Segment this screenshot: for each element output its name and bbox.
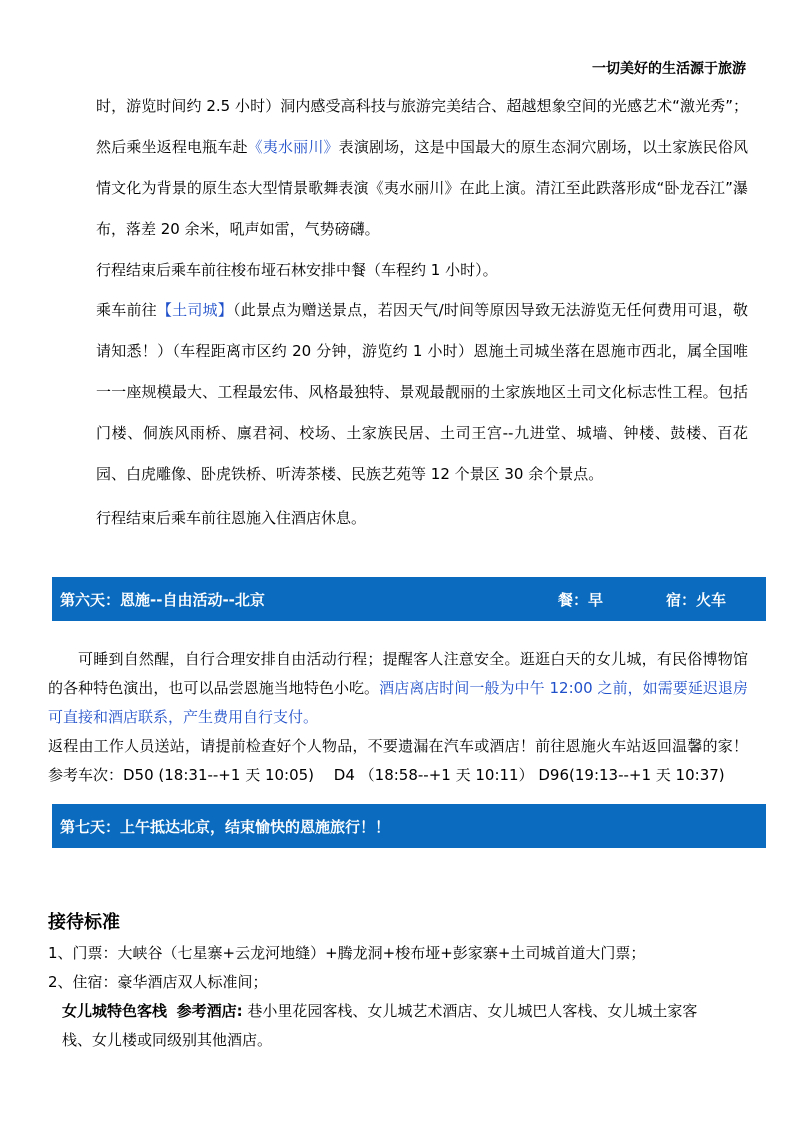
- day7-title: 第七天：上午抵达北京，结束愉快的恩施旅行！！: [60, 818, 391, 836]
- day6-paragraph-1: [48, 645, 748, 732]
- show-link[interactable]: 《夷水丽川》: [247, 138, 339, 156]
- day6-meal: 餐：早: [558, 591, 604, 609]
- tusi-city-link[interactable]: 【土司城】: [156, 301, 233, 319]
- day5-paragraph-3: [96, 290, 748, 495]
- hotel-label-inn: 女儿城特色客栈: [62, 1002, 168, 1020]
- day6-title: 第六天：恩施--自由活动--北京: [60, 591, 265, 609]
- standards-title: 接待标准: [48, 912, 120, 933]
- day5-paragraph-1: [96, 86, 748, 250]
- day7-header-bar: [52, 804, 766, 848]
- day5-p1-text-b: 表演剧场，这是中国最大的原生态洞穴剧场，以土家族民俗风情文化为背景的原生态大型情景歌舞表演《夷水丽川》在此上演。清江至此跌落形成“卧龙吞江”瀑布，落差 20 余米，吼声如雷，气势磅礴。: [96, 138, 748, 238]
- hotel-references: [62, 997, 702, 1055]
- hotel-label-reference: 参考酒店:: [176, 1002, 243, 1020]
- standards-item-1: 1、门票：大峡谷（七星寨+云龙河地缝）+腾龙洞+梭布垭+彭家寨+土司城首道大门票；: [48, 944, 646, 962]
- hotel-list: 巷小里花园客栈、女儿城艺术酒店、女儿城巴人客栈、女儿城土家客栈、女儿楼或同级别其他酒店。: [62, 1002, 698, 1049]
- day5-paragraph-4: 行程结束后乘车前往恩施入住酒店休息。: [96, 509, 367, 527]
- day6-paragraph-2: 返程由工作人员送站，请提前检查好个人物品，不要遗漏在汽车或酒店！前往恩施火车站返回温馨的家！参考车次：D50 (18:31--+1 天 10:05) D4 （18:58--+1 天 10:11） D96(19:13--+1 天 10:37): [48, 737, 748, 784]
- standards-item-2: 2、住宿：豪华酒店双人标准间；: [48, 973, 268, 991]
- day5-p1-text-a: 时，游览时间约 2.5 小时）洞内感受高科技与旅游完美结合、超越想象空间的光感艺术“激光秀”；然后乘坐返程电瓶车赴: [96, 97, 748, 156]
- day6-stay: 宿：火车: [666, 591, 727, 609]
- day6-p1-text: 可睡到自然醒，自行合理安排自由活动行程；提醒客人注意安全。逛逛白天的女儿城，有民俗博物馆的各种特色演出，也可以品尝恩施当地特色小吃。: [48, 650, 748, 697]
- checkout-notice: 酒店离店时间一般为中午 12:00 之前，如需要延迟退房可直接和酒店联系，产生费用自行支付。: [48, 679, 748, 726]
- header-slogan: 一切美好的生活源于旅游: [592, 61, 746, 77]
- day5-paragraph-2: 行程结束后乘车前往梭布垭石林安排中餐（车程约 1 小时）。: [96, 261, 498, 279]
- day5-p3-text-b: （此景点为赠送景点，若因天气/时间等原因导致无法游览无任何费用可退，敬请知悉！）（车程距离市区约 20 分钟，游览约 1 小时）恩施土司城坐落在恩施市西北，属全国唯一一座规模最大、工程最宏伟、风格最独特、景观最靓丽的土家族地区土司文化标志性工程。包括门楼、侗族风雨桥、廪君祠、校场、土家族民居、土司王宫--九进堂、城墙、钟楼、鼓楼、百花园、白虎雕像、卧虎铁桥、听涛茶楼、民族艺苑等 12 个景区 30 余个景点。: [96, 301, 748, 483]
- day5-p3-text-a: 乘车前往: [96, 301, 157, 319]
- day6-header-bar: [52, 577, 766, 621]
